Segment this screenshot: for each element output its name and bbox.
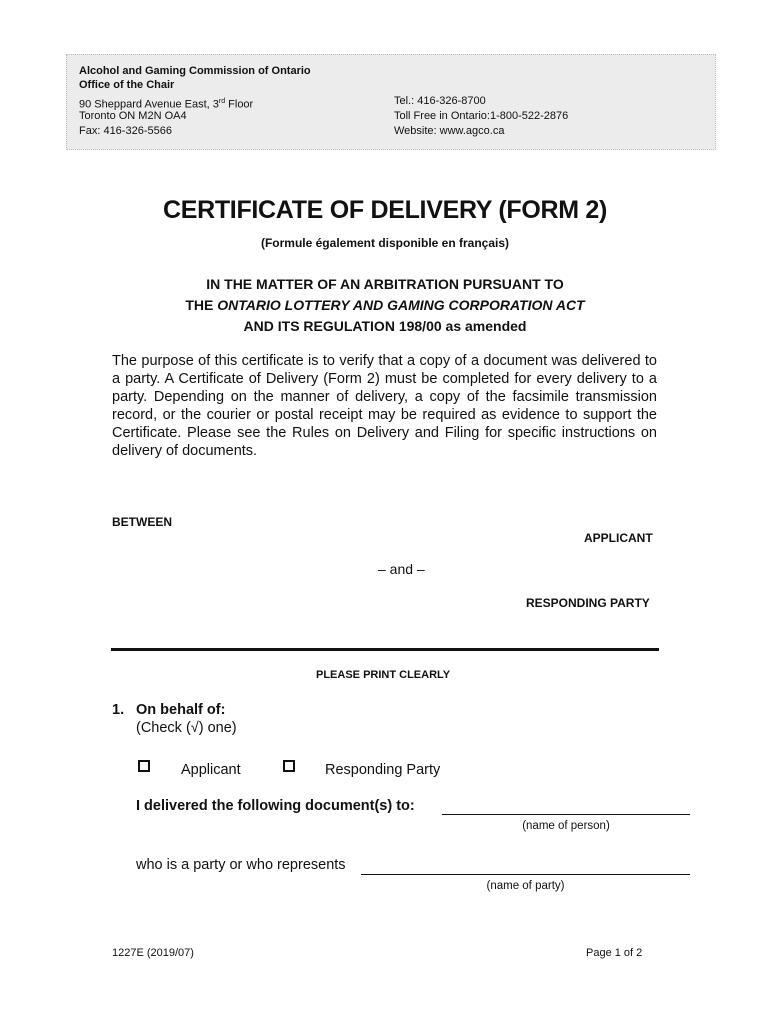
represents-label: who is a party or who represents — [136, 857, 346, 873]
fax-number: Fax: 416-326-5566 — [79, 125, 172, 137]
and-separator: – and – — [378, 561, 425, 577]
page-title: CERTIFICATE OF DELIVERY (FORM 2) — [162, 196, 608, 224]
name-of-person-hint: (name of person) — [522, 820, 610, 832]
name-of-person-field[interactable] — [442, 814, 690, 815]
on-behalf-of-heading: On behalf of: — [136, 702, 226, 718]
section-divider — [111, 648, 659, 651]
applicant-checkbox[interactable] — [138, 760, 150, 772]
print-clearly-note: PLEASE PRINT CLEARLY — [316, 669, 451, 681]
delivered-to-label: I delivered the following document(s) to: — [136, 798, 415, 814]
matter-line-1: IN THE MATTER OF AN ARBITRATION PURSUANT TO — [206, 276, 564, 292]
name-of-party-field[interactable] — [361, 874, 690, 875]
check-one-instruction: (Check (√) one) — [136, 720, 237, 736]
applicant-label: APPLICANT — [584, 531, 653, 545]
matter-line-2: THE ONTARIO LOTTERY AND GAMING CORPORATION ACT — [185, 297, 585, 313]
toll-free-number: Toll Free in Ontario:1-800-522-2876 — [394, 110, 569, 122]
name-of-party-hint: (name of party) — [486, 880, 565, 892]
applicant-option-label: Applicant — [181, 762, 241, 778]
address-line-1: 90 Sheppard Avenue East, 3rd Floor — [79, 98, 254, 111]
page-subtitle: (Formule également disponible en français) — [260, 236, 510, 250]
page-number: Page 1 of 2 — [586, 947, 643, 959]
org-name: Alcohol and Gaming Commission of Ontario — [79, 65, 311, 77]
section-number: 1. — [112, 702, 125, 718]
purpose-paragraph: The purpose of this certificate is to verify that a copy of a document was delivered to a party. A Certificate of Delivery (Form 2) must be completed for every delivery to a party. Depending on the manner of delivery, a copy of the facsimile transmission record, or the courier or postal receipt may be required as evidence to support the Certificate. Please see the Rules on Delivery and Filing for specific instructions on delivery of documents. — [112, 353, 657, 459]
office-name: Office of the Chair — [79, 79, 175, 91]
website: Website: www.agco.ca — [394, 125, 505, 137]
responding-party-checkbox[interactable] — [283, 760, 295, 772]
matter-line-3: AND ITS REGULATION 198/00 as amended — [243, 318, 527, 334]
responding-party-label: RESPONDING PARTY — [526, 596, 650, 610]
address-line-2: Toronto ON M2N OA4 — [79, 110, 187, 122]
tel-number: Tel.: 416-326-8700 — [394, 95, 486, 107]
responding-party-option-label: Responding Party — [325, 762, 441, 778]
between-label: BETWEEN — [112, 515, 172, 529]
form-code: 1227E (2019/07) — [112, 947, 194, 959]
